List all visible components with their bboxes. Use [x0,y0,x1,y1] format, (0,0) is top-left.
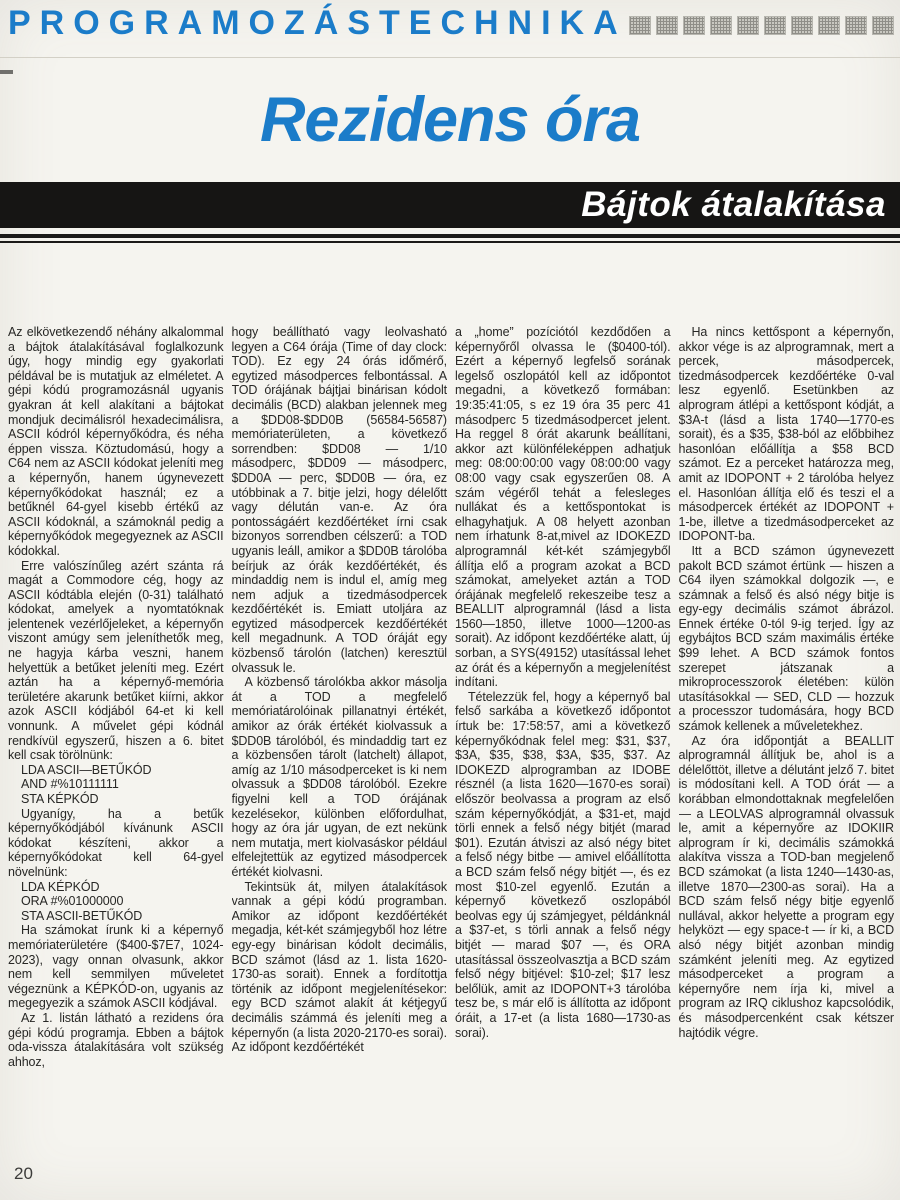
paragraph: Tételezzük fel, hogy a képernyő bal felső sarkába a következő időpontot írtuk be: 17:58:57, ami a következő képernyőkódnak felel meg: $31, $37, $3A, $35, $38, $3A, $35, $37. Az IDOKEZD alprogramban az IDOBE résznél (a lista 1620—1670-es sorai) először beolvassa a program az első szám képernyőkódját, a $31-et, majd törli ennek a felső négy bitjét (marad $01). Ezután átviszi az alsó négy bitet a felső négy bitbe — amivel előállította a BCD szám felső négy bitjét —, és ez most $10-zel egyenlő. Ezután a képernyő következő oszlopából beolvas egy új számjegyet, példánknál a $37-et, s törli annak a felső négy bitjét — marad $07 —, és ORA utasítással összeolvasztja a BCD szám felső négy bitjével: $10-zel; $17 lesz belőlük, amit az IDOPONT+3 tárolóba tesz be, s már elő is állította az időpont óráit, a 17-et (a lista 1680—1730-as sorai). [455,689,671,1040]
paragraph: Erre valószínűleg azért szánta rá magát a Commodore cég, hogy az ASCII kódtábla elején (0-31) található kódokat, amelyek a nyomtatóknak jelentenek vezérlőjeleket, a képernyőn viszont amúgy sem jeleníthetők meg, ne hagyja kárba veszni, hanem helyettük a betűket jeleníti meg. Ezért aztán ha a képernyő-memória területére akarunk betűket kiírni, akkor azok ASCII kódjából 64-et ki kell vonnunk. A művelet gépi kódnál rendkívül egyszerű, hiszen a 6. bitet kell csak törölnünk: [8,558,224,763]
paragraph: Ha nincs kettőspont a képernyőn, akkor vége is az alprogramnak, mert a percek, másodpercek, tizedmásodpercek kezdőértéke 0-val lesz egyenlő. Esetünkben az alprogram átlépi a kettőspont kódját, a $3A-t (lásd a lista 1740—1770-es sorait), és a $35, $38-ból az előbbihez hasonlóan előállítja a $58 BCD számot. Ez a perceket határozza meg, amit az IDOPONT + 2 tárolóba helyez el. Hasonlóan állítja elő és teszi el a másodpercek értékét az IDOPONT + 1-be, illetve a tizedmásodperceket az IDOPONT-ba. [678,325,894,544]
code-line: STA ASCII-BETŰKÓD [21,908,143,923]
text-column-3 [455,325,671,1187]
print-artifact-mark [0,70,13,74]
paragraph: Az 1. listán látható a rezidens óra gépi kódú programja. Ebben a bájtok oda-vissza átalakítására volt szükség ahhoz, [8,1010,224,1069]
paragraph: Ugyanígy, ha a betűk képernyőkódjából kívánunk ASCII kódokat készíteni, akkor a képernyőkódokat kell 64-gyel növelnünk: [8,806,224,879]
code-line: ORA #%01000000 [21,894,124,909]
paragraph: Az óra időpontját a BEALLIT alprogramnál állítjuk be, ahol is a délelőttöt, illetve a délutánt jelző 7. bitet is módosítani kell. A TOD órát — a korábban elmondottaknak megfelelően — a LEOLVAS alprogramnál olvassuk le, amit a képernyőre az IDOKIIR alprogram ír ki, decimális számokká alakítva vissza a TOD-ban megjelenő BCD számokat (a lista 1240—1430-as, illetve 1870—2300-as sorai). Ha a BCD szám felső négy bitje egyenlő nullával, akkor helyette a program egy helyközt — egy space-t — ír ki, a BCD alsó négy bitjét azonban mindig számként jeleníti meg. Az egytized másodperceket a program a képernyőre nem írja ki, mivel a program az IRQ ciklushoz kapcsolódik, és másodpercenként csak kétszer hajtódik végre. [678,733,894,1040]
page-number: 20 [14,1164,33,1183]
text-column-2 [232,325,448,1187]
code-line: STA KÉPKÓD [21,792,99,806]
paragraph: Tekintsük át, milyen átalakítások vannak a gépi kódú programban. Amikor az időpont kezdőértékét megadja, két-két számjegyből hoz létre egy-egy binárisan kódolt decimális, BCD számot (lásd az 1. lista 1620-1730-as sorait). Ennek a fordítottja történik az időpont megjelenítésekor: egy BCD számot alakít át kétjegyű decimális számmá és jeleníti meg a képernyőn (a lista 2020-2170-es sorai). Az időpont kezdőértékét [231,879,447,1055]
paragraph: Ha számokat írunk ki a képernyő memóriaterületére ($400-$7E7, 1024-2023), vagy onnan olvasunk, akkor nem kell semmilyen műveletet végeznünk a KÉPKÓD-on, ugyanis az megegyezik a számok ASCII kódjával. [8,923,224,1011]
halftone-block [657,17,677,34]
masthead-halftone-blocks [630,17,893,34]
halftone-block [819,17,839,34]
halftone-block [738,17,758,34]
paragraph: Az elkövetkezendő néhány alkalommal a bájtok átalakításával foglalkozunk úgy, hogy mindig egy gyakorlati példával be is mutatjuk az elméletet. A gépi kódú programozásnál ugyanis gyakran át kell alakítani a bájtokat mondjuk decimálisról hexadecimálisra, ASCII kódról képernyőkódra, és néha éppen vissza. Köztudomású, hogy a C64 nem az ASCII kódokat jeleníti meg a képernyőn, hanem úgynevezett képernyőkódokat használ; ez a betűknél 64-gyel kisebb értékű az ASCII kódoknál, a számoknál pedig a képernyőkódok megegyeznek az ASCII kódokkal. [8,325,224,558]
article-title: Rezidens óra [259,85,641,155]
text-column-4 [679,325,895,1187]
section-title: PROGRAMOZÁSTECHNIKA [8,4,627,42]
code-line: LDA KÉPKÓD [21,879,100,894]
code-line: LDA ASCII—BETŰKÓD [21,762,152,777]
double-rule [0,234,900,243]
article-body [8,325,894,1187]
halftone-block [684,17,704,34]
paragraph: hogy beállítható vagy leolvasható legyen a C64 órája (Time of day clock: TOD). Ez egy 24 órás időmérő, egytized másodperces felbontással. A TOD órájának bájtjai binárisan kódolt decimális (BCD) alakban jelennek meg a $DD08-$DD0B (56584-56587) memóriaterületen, a következő sorrendben: $DD08 — 1/10 másodperc, $DD09 — másodperc, $DD0A — perc, $DD0B — óra, ez utóbbinak a 7. bitje jelzi, hogy délelőtt vagy délután van-e. Az óra pontosságáért kezdőértéket írni csak bizonyos sorrendben célszerű: a TOD ugyanis leáll, amikor a $DD0B tárolóba beírjuk az órák kezdőértékét, és mindaddig nem is indul el, amíg meg nem adjuk a tizedmásodpercek kezdőértékét is. Emiatt utoljára az egytized másodpercek kezdőértékét kell megadnunk. A TOD óráját egy közbenső tárolón (latchen) keresztül olvassuk le. [231,325,447,675]
paragraph: A közbenső tárolókba akkor másolja át a TOD a megfelelő memóriatárolóinak pillanatnyi értékét, amikor az órák értékét kiolvassuk a $DD0B tárolóból, és mindaddig tart ez a közbensően tárolt (latchelt) állapot, amíg az 1/10 másodperceket is ki nem olvassuk a $DD08 tárolóból. Ezekre figyelni kell a TOD órájának kezelésekor, különben előfordulhat, hogy az óra jár ugyan, de ezt nekünk nem mutatja, mert kiolvasáskor például elfelejtettük az egytized másodpercek értékét kiolvasni. [231,675,447,879]
halftone-block [846,17,866,34]
paragraph: Itt a BCD számon úgynevezett pakolt BCD számot értünk — hiszen a C64 ilyen számokkal dolgozik —, e számnak a felső és alsó négy bitje is egy-egy decimális számot ábrázol. Ennek értéke 0-tól 9-ig terjed. Így az egybájtos BCD szám maximális értéke $99 lehet. A BCD számok fontos szerepet játszanak a mikroprocesszorok életében: külön utasításokkal — SED, CLD — hozzuk a processzor tudomására, hogy BCD számok kellenek a műveletekhez. [678,543,894,734]
masthead-rule [0,57,900,58]
subtitle-bar [0,182,900,228]
paragraph: a „home” pozíciótól kezdődően a képernyőről olvassa le ($0400-tól). Ezért a képernyő legfelső sorának legelső oszlopától kell az időpontot megadni, a következő formában: 19:35:41:05, s ez 19 óra 35 perc 41 másodperc 5 tizedmásodpercet jelent. Ha reggel 8 órát akarunk beállítani, akkor azt különféleképpen adhatjuk meg: 08:00:00:00 vagy 08:00:00 vagy 08:00 vagy csak egyszerűen 08. A szám végéről tehát a felesleges nullákat és a kettőspontokat is elhagyhatjuk. A 08 helyett azonban nem írhatunk 8-at,mivel az IDOKEZD alprogramnál két-két számjegyből állítja elő a program azokat a BCD számokat, amelyeket aztán a TOD órájának megfelelő rekeszeibe tesz a BEALLIT alprogramnál (lásd a lista 1560—1850, illetve 1000—1200-as sorait). Az időpont kezdőértéke alatt, új sorban, a SYS(49152) utasítással lehet az órát és a képernyőn a megjelenítést indítani. [455,325,671,690]
code-line: AND #%10111111 [21,777,119,792]
text-column-1 [8,325,224,1187]
halftone-block [711,17,731,34]
halftone-block [765,17,785,34]
halftone-block [792,17,812,34]
halftone-block [630,17,650,34]
subtitle-label: Bájtok átalakítása [581,185,886,224]
halftone-block [873,17,893,34]
